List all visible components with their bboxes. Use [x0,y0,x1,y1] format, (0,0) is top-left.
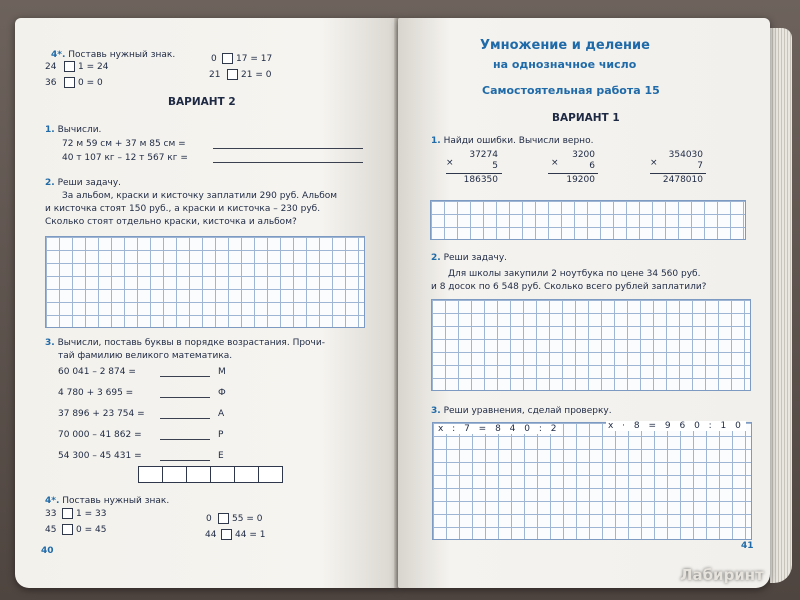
expr-item: 44 = 1 [235,530,266,540]
right-page [398,18,770,588]
column-result: 186350 [463,175,498,185]
answer-box[interactable] [62,508,73,519]
page-number: 41 [741,541,754,551]
problem-line: Сколько стоят отдельно краски, кисточка и альбом? [45,217,297,227]
task3-text: тай фамилию великого математика. [58,351,233,361]
answer-line[interactable] [160,397,210,398]
answer-box[interactable] [227,69,238,80]
column-multiplication: 3200 6 [572,150,595,171]
expr-item: 33 [45,509,57,519]
answer-box[interactable] [64,61,75,72]
column-multiplication: 37274 5 [469,150,498,171]
task1-heading: 1. Найди ошибки. Вычисли верно. [431,136,594,146]
column-result: 19200 [566,175,595,185]
problem-line: За альбом, краски и кисточку заплатили 290 руб. Альбом [62,191,338,201]
column-result: 2478010 [662,175,703,185]
expr-item: 21 [209,70,221,80]
answer-line[interactable] [160,439,210,440]
task2-heading: 2. Реши задачу. [45,178,122,188]
answer-box[interactable] [218,513,229,524]
task3-expr: 70 000 – 41 862 = [58,430,142,440]
answer-box[interactable] [221,529,232,540]
task3-heading: 3. Вычисли, поставь буквы в порядке возрастания. Прочи- [45,338,325,348]
work-grid[interactable] [432,422,752,540]
task3-expr: 60 041 – 2 874 = [58,367,136,377]
page-title-line2: на однозначное число [493,58,637,71]
multiply-sign: × [551,158,559,168]
answer-line[interactable] [160,460,210,461]
task3-letter: А [218,409,225,419]
answer-line[interactable] [213,162,363,163]
expr-item: 36 [45,78,57,88]
task3-letter: Р [218,430,224,440]
underline [650,173,706,174]
problem-line: и кисточка стоят 150 руб., а краски и кисточка – 230 руб. [45,204,321,214]
task4-top-heading: 4*. Поставь нужный знак. [51,50,176,60]
answer-box[interactable] [62,524,73,535]
work-grid[interactable] [45,236,365,328]
task3-letter: Е [218,451,224,461]
column-multiplication: 354030 7 [668,150,703,171]
variant-heading: ВАРИАНТ 2 [168,96,236,108]
multiply-sign: × [650,158,658,168]
expr-item: 1 = 33 [76,509,107,519]
multiply-sign: × [446,158,454,168]
answer-line[interactable] [160,418,210,419]
task3-letter: Ф [218,388,226,398]
expr-item: 24 [45,62,57,72]
page-title: Умножение и деление [480,38,650,53]
expr-item: 1 = 24 [78,62,109,72]
page-number: 40 [41,546,54,556]
left-page [15,18,398,588]
watermark-logo: Лабиринт [680,566,764,584]
letter-cells[interactable] [138,466,282,483]
problem-line: и 8 досок по 6 548 руб. Сколько всего рублей заплатили? [431,282,707,292]
equation-1: x : 7 = 8 4 0 : 2 [438,424,560,434]
expr-item: 0 = 0 [78,78,103,88]
task3-expr: 4 780 + 3 695 = [58,388,134,398]
work-subtitle: Самостоятельная работа 15 [482,84,660,97]
expr-item: 55 = 0 [232,514,263,524]
variant-heading: ВАРИАНТ 1 [552,112,620,124]
task1-line: 72 м 59 см + 37 м 85 см = [62,139,186,149]
task3-letter: М [218,367,226,377]
task4-bottom-heading: 4*. Поставь нужный знак. [45,496,170,506]
underline [548,173,598,174]
task2-heading: 2. Реши задачу. [431,253,508,263]
answer-line[interactable] [213,148,363,149]
answer-line[interactable] [160,376,210,377]
expr-item: 44 [205,530,217,540]
problem-line: Для школы закупили 2 ноутбука по цене 34 560 руб. [448,269,701,279]
answer-box[interactable] [222,53,233,64]
expr-item: 45 [45,525,57,535]
work-grid[interactable] [431,299,751,391]
expr-item: 0 = 45 [76,525,107,535]
work-grid[interactable] [430,200,746,240]
task3-expr: 37 896 + 23 754 = [58,409,145,419]
page-edges [770,28,792,583]
answer-box[interactable] [64,77,75,88]
task3-heading: 3. Реши уравнения, сделай проверку. [431,406,612,416]
task1-heading: 1. Вычисли. [45,125,102,135]
expr-item: 17 = 17 [236,54,273,64]
expr-item: 0 [206,514,212,524]
equation-2: x · 8 = 9 6 0 : 1 0 [608,421,744,431]
expr-item: 0 [211,54,217,64]
task1-line: 40 т 107 кг – 12 т 567 кг = [62,153,188,163]
task3-expr: 54 300 – 45 431 = [58,451,142,461]
expr-item: 21 = 0 [241,70,272,80]
underline [446,173,502,174]
